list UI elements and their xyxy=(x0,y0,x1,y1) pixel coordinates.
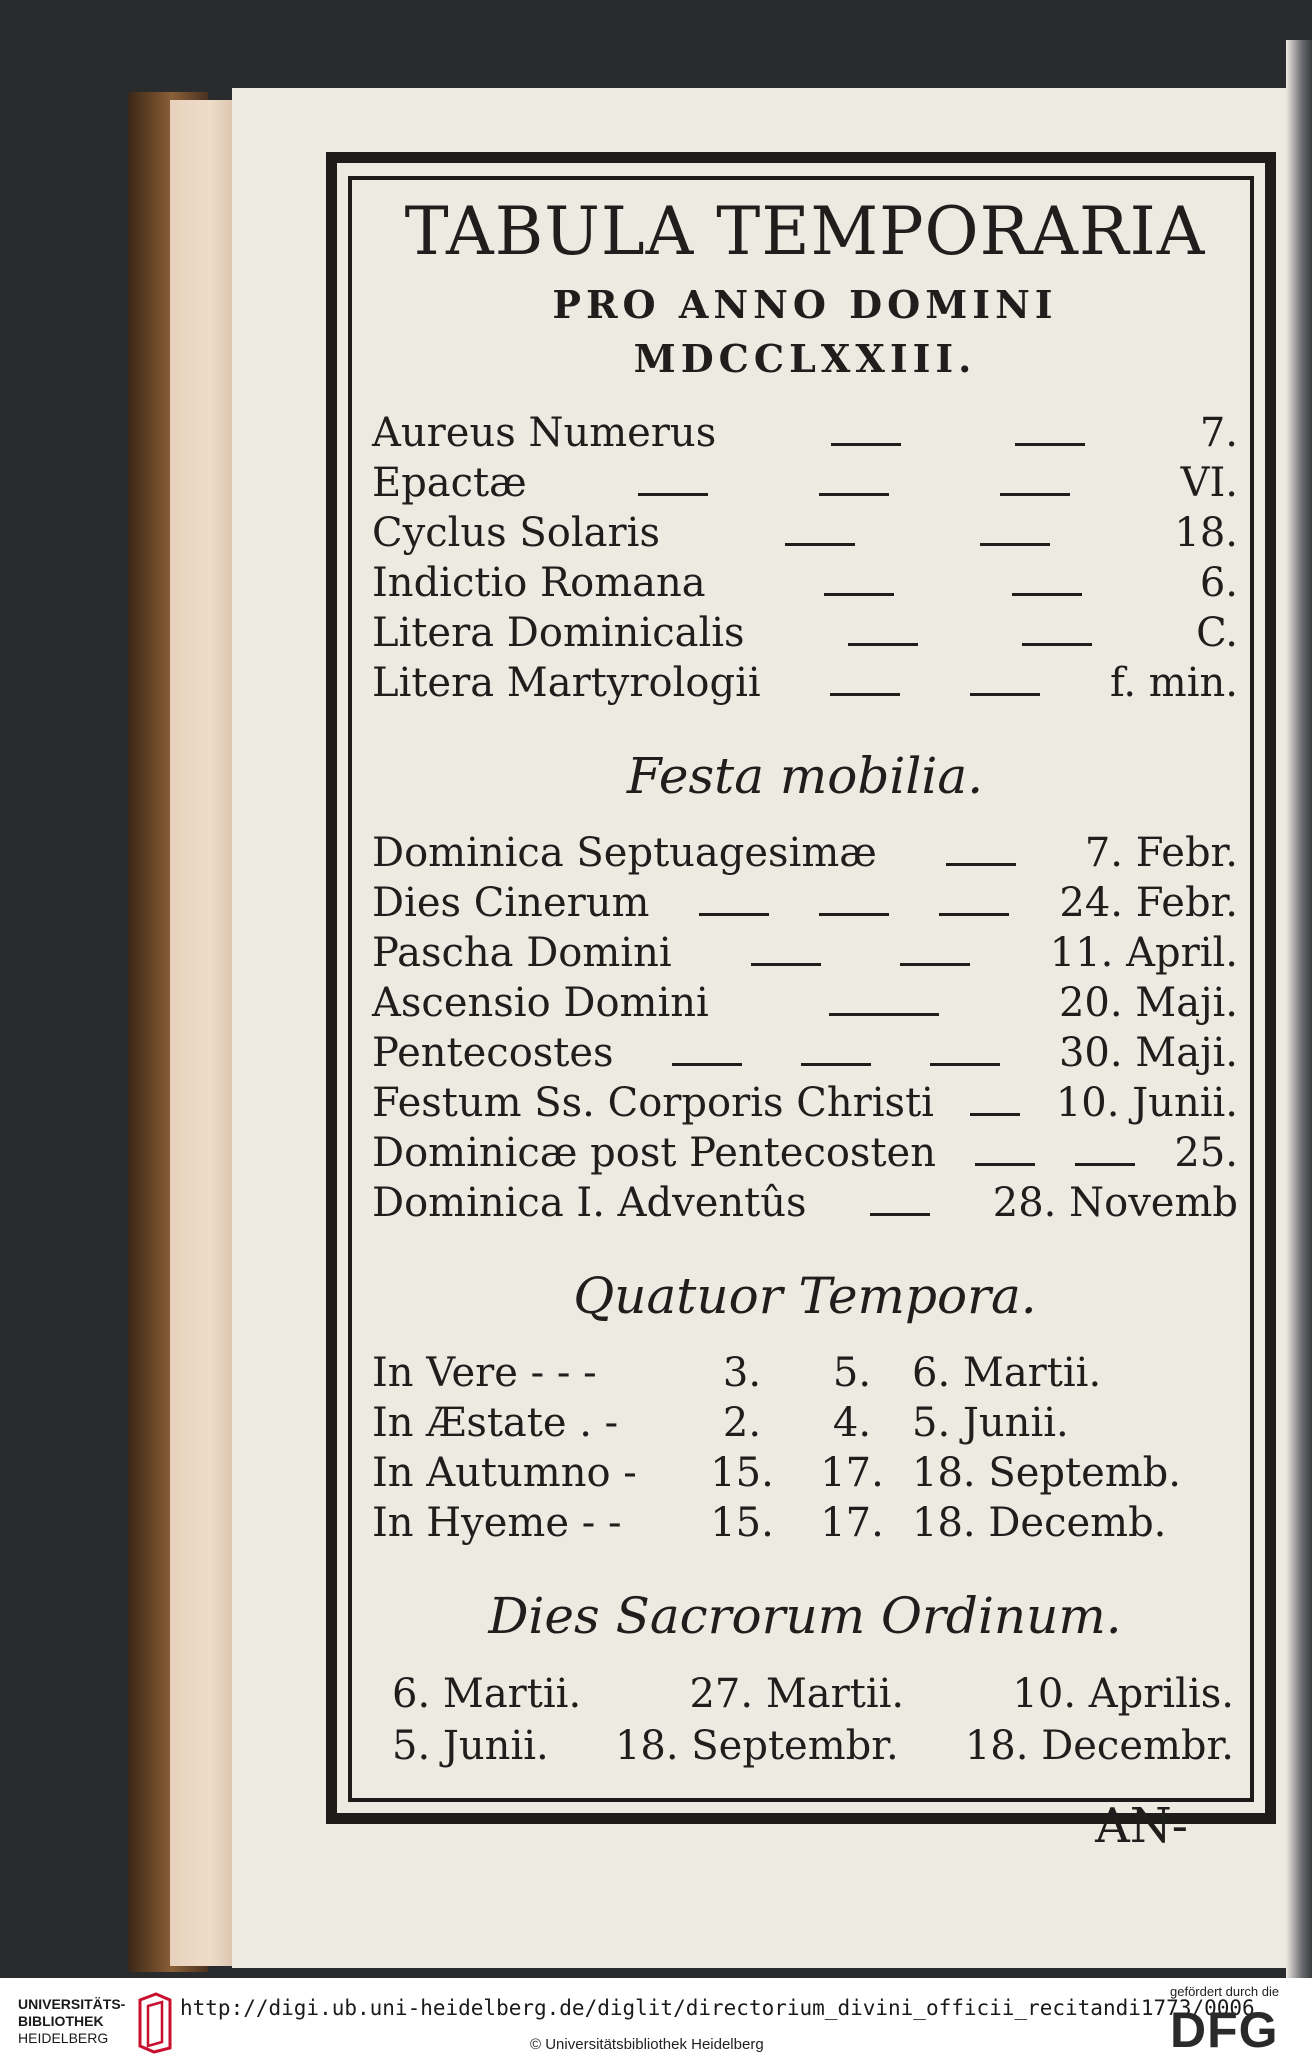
festa-label: Dominica Septuagesimæ xyxy=(372,830,877,876)
section-heading-quatuor: Quatuor Tempora. xyxy=(573,1267,1037,1325)
cycle-row xyxy=(372,408,1238,458)
festa-row xyxy=(372,828,1238,878)
leader-dashes xyxy=(672,940,1050,990)
festa-label: Dies Cinerum xyxy=(372,880,650,926)
season-label: In Autumno - xyxy=(372,1450,637,1496)
festa-date: 28. Novemb xyxy=(992,1180,1238,1226)
festa-label: Dominicæ post Pentecosten xyxy=(372,1130,936,1176)
ember-day-2: 5. xyxy=(832,1350,872,1396)
quatuor-tempora-table xyxy=(372,1348,1238,1548)
festa-row xyxy=(372,1178,1238,1228)
festa-date: 7. Febr. xyxy=(1084,830,1238,876)
festa-table xyxy=(372,828,1238,1228)
cycle-value: 18. xyxy=(1174,510,1238,556)
festa-row xyxy=(372,878,1238,928)
leader-dashes xyxy=(761,670,1110,720)
page-content xyxy=(372,180,1238,1854)
ordination-date: 18. Decembr. xyxy=(964,1723,1234,1769)
ember-day-2: 17. xyxy=(820,1450,884,1496)
page-title: TABULA TEMPORARIA xyxy=(404,193,1206,270)
section-heading-festa: Festa mobilia. xyxy=(626,747,984,805)
festa-date: 20. Maji. xyxy=(1058,980,1238,1026)
cycle-value: VI. xyxy=(1180,460,1238,506)
leader-dashes xyxy=(706,570,1200,620)
leader-dashes xyxy=(877,840,1085,890)
catchword: AN- xyxy=(1095,1798,1188,1854)
funding-note: gefördert durch die xyxy=(1170,1984,1280,1999)
leader-dashes xyxy=(649,890,1059,940)
festa-date: 24. Febr. xyxy=(1059,880,1238,926)
ordinations-table xyxy=(372,1668,1238,1772)
season-label: In Vere - - - xyxy=(372,1350,597,1396)
season-label: In Æstate . - xyxy=(372,1400,619,1446)
leader-dashes xyxy=(934,1090,1056,1140)
cycle-value: f. min. xyxy=(1109,660,1238,706)
ordination-date: 6. Martii. xyxy=(392,1671,582,1717)
cycle-label: Litera Dominicalis xyxy=(372,610,745,656)
cycle-value: 6. xyxy=(1199,560,1238,606)
copyright-notice: © Universitätsbibliothek Heidelberg xyxy=(530,2036,764,2053)
festa-label: Dominica I. Adventûs xyxy=(372,1180,807,1226)
page-edge xyxy=(170,100,236,1966)
festa-date: 30. Maji. xyxy=(1058,1030,1238,1076)
cycle-label: Litera Martyrologii xyxy=(372,660,761,706)
cycle-label: Indictio Romana xyxy=(372,560,706,606)
cycles-table xyxy=(372,408,1238,708)
ember-day-2: 17. xyxy=(820,1500,884,1546)
festa-row xyxy=(372,1078,1238,1128)
section-heading-ordinum: Dies Sacrorum Ordinum. xyxy=(488,1587,1122,1645)
page-shadow xyxy=(1286,40,1312,1980)
cycle-label: Epactæ xyxy=(372,460,527,506)
ember-day-3: 18. Decemb. xyxy=(912,1500,1167,1546)
quatuor-row xyxy=(372,1498,1238,1548)
permalink-url[interactable]: http://digi.ub.uni-heidelberg.de/diglit/directorium_divini_officii_recitandi1773/0006 xyxy=(180,1996,1255,2020)
library-name xyxy=(18,1996,125,2047)
ordination-date: 18. Septembr. xyxy=(614,1723,899,1769)
leader-dashes xyxy=(660,520,1174,570)
quatuor-row xyxy=(372,1398,1238,1448)
festa-date: 11. April. xyxy=(1049,930,1238,976)
library-logo-icon xyxy=(134,1992,176,2054)
ember-day-2: 4. xyxy=(832,1400,872,1446)
ember-day-1: 15. xyxy=(710,1450,774,1496)
ordination-date: 10. Aprilis. xyxy=(1012,1671,1234,1717)
ember-day-1: 15. xyxy=(710,1500,774,1546)
cycle-label: Cyclus Solaris xyxy=(372,510,660,556)
ordination-date: 5. Junii. xyxy=(392,1723,549,1769)
ordination-date: 27. Martii. xyxy=(689,1671,905,1717)
festa-label: Pentecostes xyxy=(372,1030,614,1076)
leader-dashes xyxy=(716,420,1200,470)
festa-label: Festum Ss. Corporis Christi xyxy=(372,1080,934,1126)
dfg-logo: DFG xyxy=(1170,2002,1279,2058)
ember-day-3: 5. Junii. xyxy=(912,1400,1069,1446)
library-name-line: BIBLIOTHEK xyxy=(18,2013,104,2029)
leader-dashes xyxy=(807,1190,993,1240)
library-name-line: HEIDELBERG xyxy=(18,2030,109,2046)
footer-bar xyxy=(0,1978,1312,2068)
quatuor-row xyxy=(372,1448,1238,1498)
cycle-value: 7. xyxy=(1199,410,1238,456)
festa-row xyxy=(372,1128,1238,1178)
page-subtitle: PRO ANNO DOMINI MDCCLXXIII. xyxy=(552,282,1058,381)
ordination-row xyxy=(372,1668,1238,1720)
cycle-label: Aureus Numerus xyxy=(372,410,717,456)
leader-dashes xyxy=(709,990,1059,1040)
library-name-line: UNIVERSITÄTS- xyxy=(18,1996,126,2012)
season-label: In Hyeme - - xyxy=(372,1500,622,1546)
ember-day-1: 2. xyxy=(722,1400,762,1446)
cycle-value: C. xyxy=(1196,610,1238,656)
festa-date: 10. Junii. xyxy=(1055,1080,1238,1126)
ordination-row xyxy=(372,1720,1238,1772)
ember-day-1: 3. xyxy=(722,1350,762,1396)
festa-label: Ascensio Domini xyxy=(372,980,709,1026)
festa-date: 25. xyxy=(1174,1130,1238,1176)
ember-day-3: 6. Martii. xyxy=(912,1350,1102,1396)
ember-day-3: 18. Septemb. xyxy=(912,1450,1182,1496)
quatuor-row xyxy=(372,1348,1238,1398)
festa-label: Pascha Domini xyxy=(372,930,672,976)
